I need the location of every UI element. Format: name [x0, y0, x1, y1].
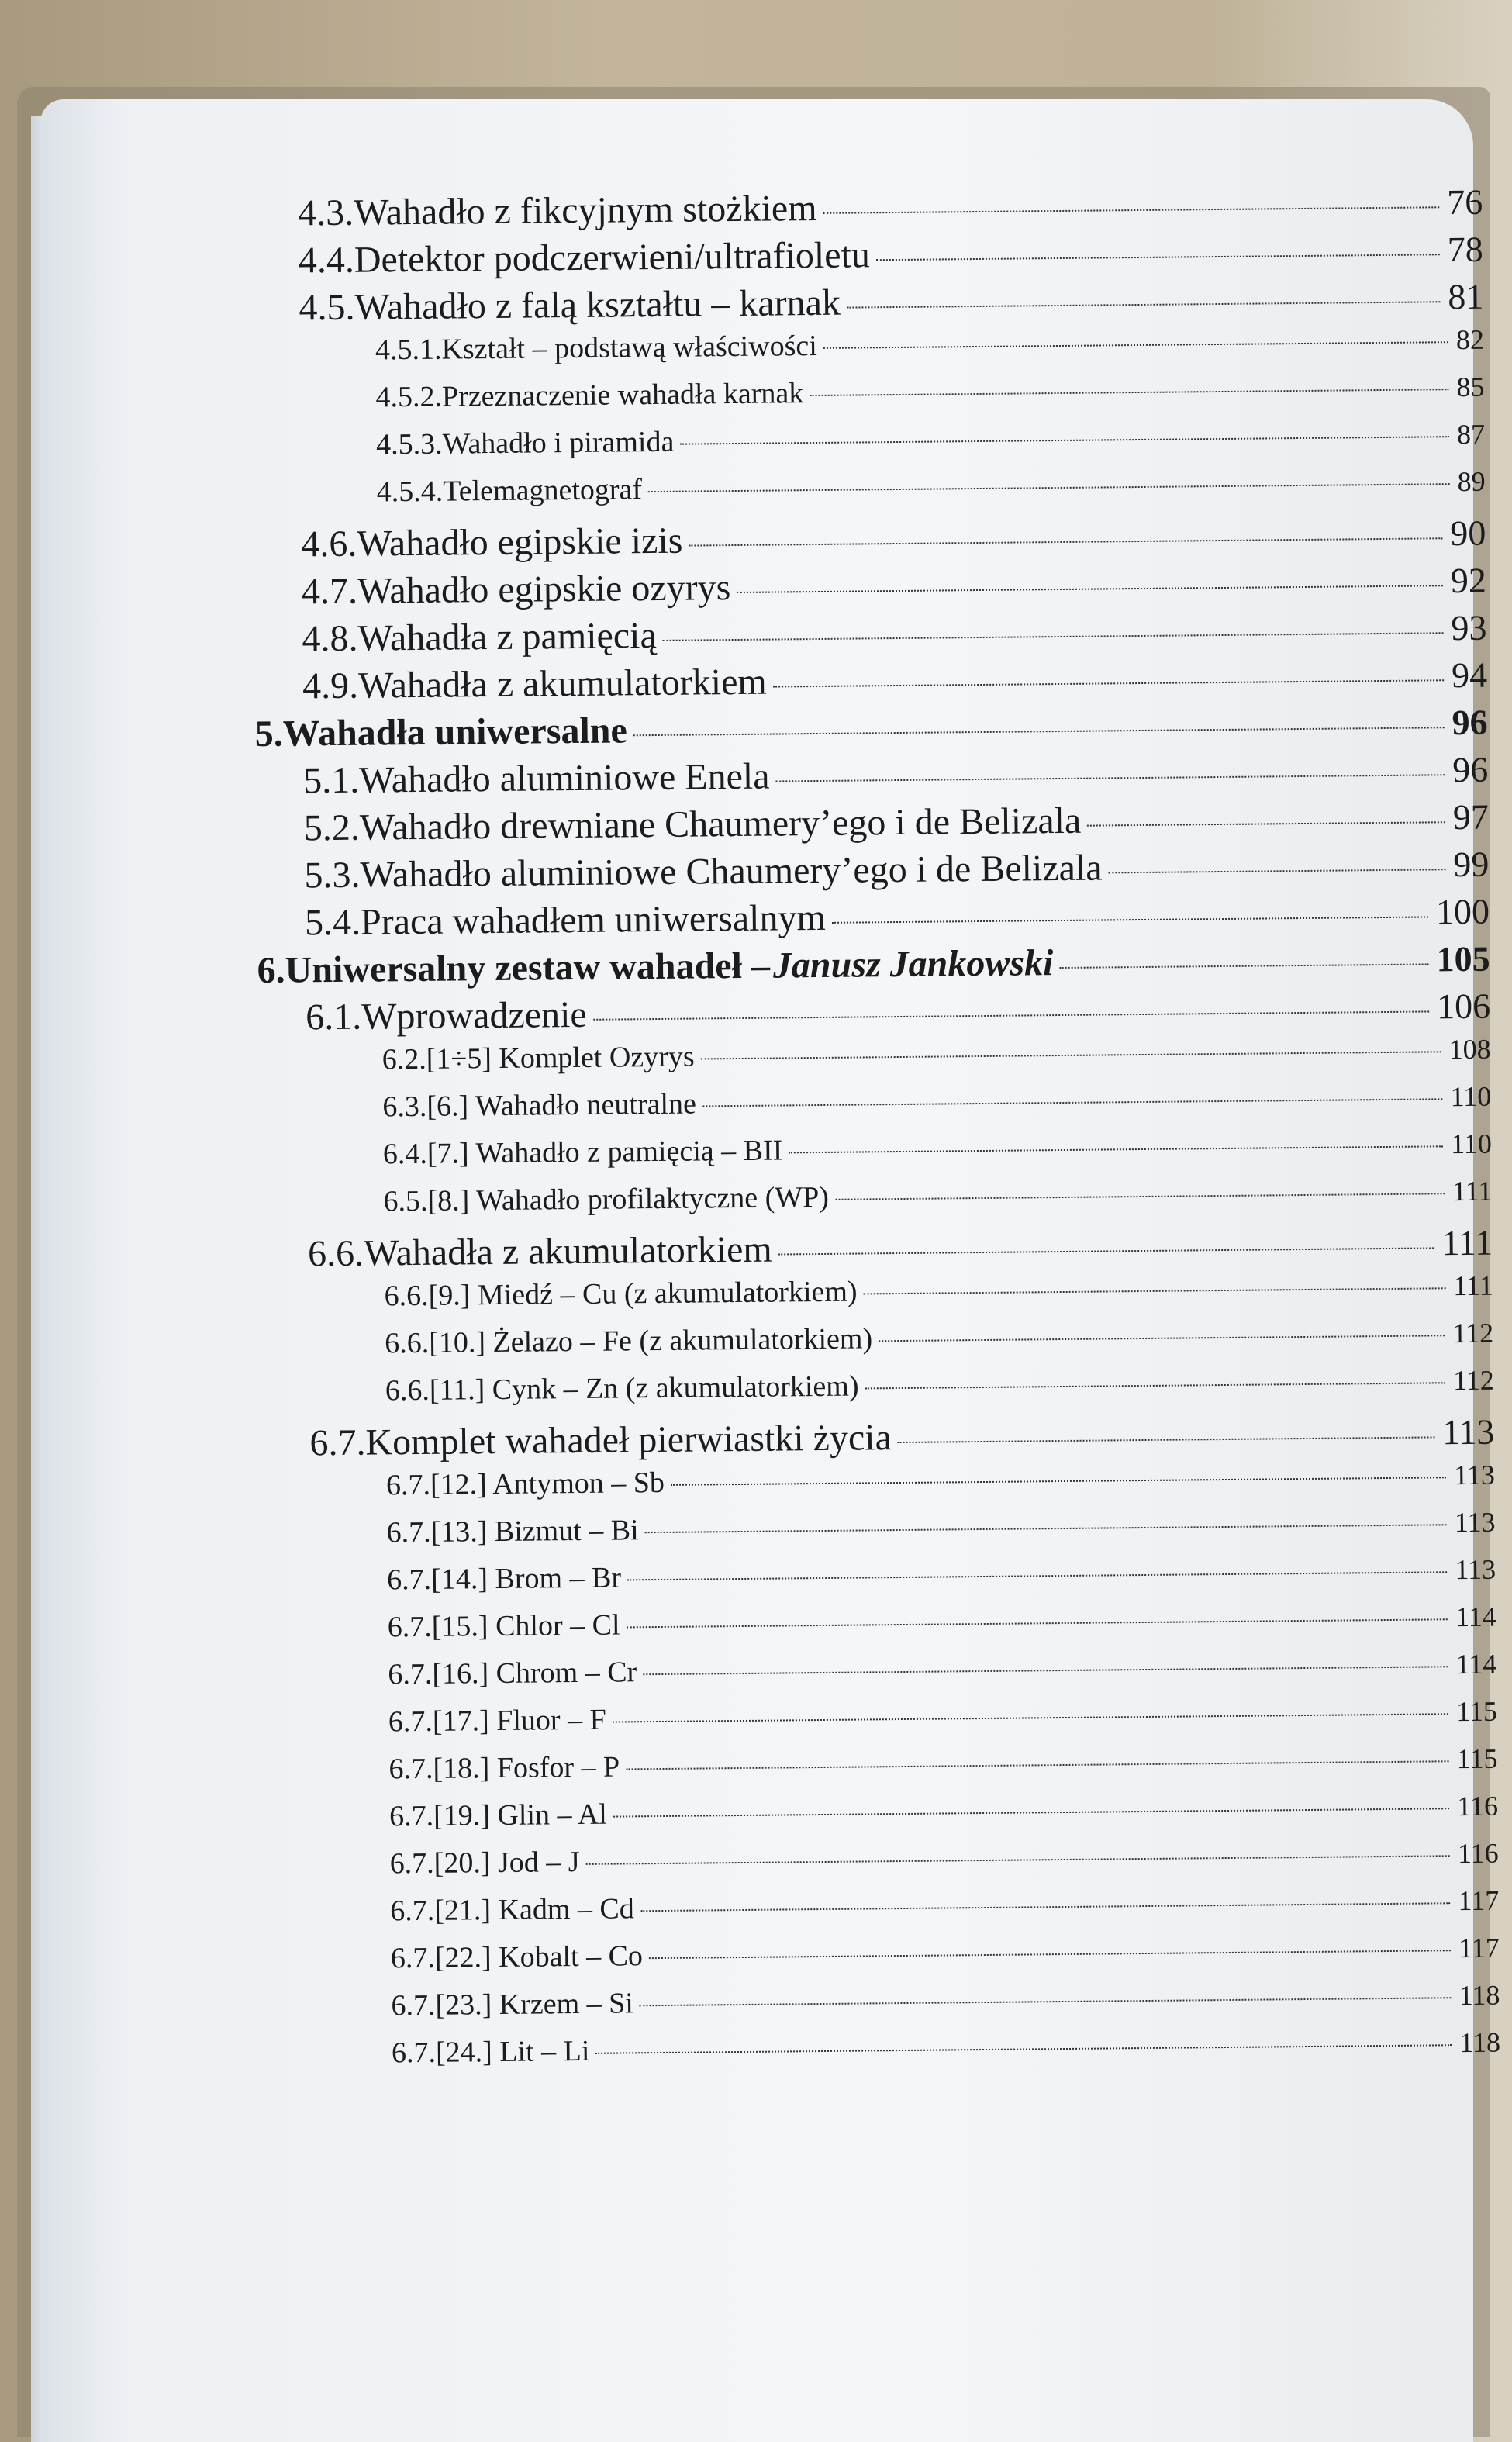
toc-entry-title: [21.] Kadm – Cd — [434, 1892, 635, 1927]
toc-entry-page-number: 116 — [1457, 1837, 1499, 1870]
toc-entry-page-number: 113 — [1454, 1506, 1496, 1539]
toc-dot-leader — [671, 1477, 1446, 1486]
toc-entry-title: Wahadło aluminiowe Chaumery’ego i de Belizala — [360, 847, 1103, 896]
toc-dot-leader — [640, 1902, 1451, 1912]
toc-entry-number: 4.5. — [299, 286, 355, 329]
toc-entry-page-number: 113 — [1454, 1459, 1496, 1491]
toc-dot-leader — [613, 1713, 1449, 1722]
toc-dot-leader — [649, 1950, 1451, 1959]
toc-dot-leader — [835, 1193, 1445, 1200]
toc-dot-leader — [773, 679, 1444, 687]
toc-entry-number: 4.7. — [301, 570, 358, 613]
toc-dot-leader — [663, 632, 1444, 641]
toc-entry-title: Kształt – podstawą właściwości — [441, 329, 818, 366]
toc-entry-page-number: 111 — [1453, 1269, 1493, 1302]
toc-dot-leader — [1087, 821, 1445, 826]
toc-entry-page-number: 90 — [1450, 513, 1486, 554]
toc-dot-leader — [613, 1808, 1450, 1817]
toc-dot-leader — [595, 2044, 1452, 2054]
toc-entry-page-number: 118 — [1458, 1979, 1500, 2012]
toc-entry-number: 5. — [254, 713, 283, 755]
toc-entry-title: [20.] Jod – J — [433, 1846, 580, 1880]
toc-entry-page-number: 108 — [1448, 1033, 1491, 1066]
toc-entry-number: 6. — [257, 949, 285, 991]
book-page — [40, 99, 1501, 2442]
toc-entry-title: [19.] Glin – Al — [433, 1798, 608, 1832]
toc-entry-number: 5.3. — [304, 854, 361, 896]
toc-entry-page-number: 94 — [1451, 655, 1488, 696]
toc-entry-number: 6.2. — [381, 1042, 426, 1076]
toc-entry-title: [1÷5] Komplet Ozyrys — [426, 1040, 695, 1076]
toc-entry-title: [15.] Chlor – Cl — [431, 1608, 620, 1643]
toc-entry-number: 4.5.1. — [375, 333, 442, 367]
toc-entry-title: [18.] Fosfor – P — [433, 1750, 620, 1785]
toc-dot-leader — [648, 483, 1450, 492]
toc-entry-title: [16.] Chrom – Cr — [432, 1656, 637, 1691]
toc-entry-title: [6.] Wahadło neutralne — [426, 1087, 697, 1123]
toc-entry-title: Wprowadzenie — [361, 993, 587, 1038]
toc-entry-number: 6.7. — [390, 1894, 435, 1928]
toc-entry-number: 6.7. — [388, 1705, 433, 1739]
toc-entry-number: 6.7. — [389, 1846, 434, 1881]
toc-entry-page-number: 78 — [1447, 229, 1484, 270]
toc-entry-page-number: 85 — [1456, 371, 1485, 403]
toc-dot-leader — [865, 1382, 1446, 1389]
toc-entry-number: 6.3. — [382, 1090, 427, 1124]
toc-entry-number: 6.6. — [385, 1326, 430, 1360]
toc-entry-number: 4.5.4. — [376, 475, 444, 509]
toc-dot-leader — [586, 1855, 1450, 1865]
table-of-contents — [250, 181, 1500, 2085]
toc-entry-page-number: 100 — [1435, 891, 1490, 932]
toc-entry-page-number: 118 — [1459, 2026, 1501, 2059]
toc-entry-title: [23.] Krzem – Si — [435, 1987, 634, 2022]
toc-entry-title: Wahadło aluminiowe Enela — [359, 755, 770, 801]
toc-entry-page-number: 97 — [1452, 796, 1490, 838]
toc-entry-number: 6.5. — [383, 1184, 428, 1218]
toc-entry-number: 6.6. — [385, 1373, 430, 1408]
toc-entry-title: Komplet wahadeł pierwiastki życia — [365, 1417, 892, 1463]
toc-entry-number: 4.9. — [302, 665, 359, 707]
toc-entry-page-number: 99 — [1453, 844, 1490, 885]
toc-entry-number: 6.7. — [388, 1657, 433, 1691]
toc-entry-title: Wahadła uniwersalne — [282, 710, 628, 755]
toc-entry-title: Praca wahadłem uniwersalnym — [360, 896, 827, 943]
toc-entry-number: 6.7. — [387, 1610, 432, 1644]
toc-entry-title: Przeznaczenie wahadła karnak — [441, 377, 804, 413]
toc-dot-leader — [633, 727, 1445, 736]
toc-entry-number: 4.3. — [298, 192, 354, 234]
toc-entry-title: [12.] Antymon – Sb — [430, 1466, 665, 1501]
toc-entry-title: [17.] Fluor – F — [432, 1703, 606, 1738]
toc-entry-page-number: 96 — [1452, 749, 1489, 790]
toc-dot-leader — [1059, 963, 1428, 969]
toc-dot-leader — [864, 1287, 1446, 1294]
toc-entry-title: Wahadła z pamięcią — [357, 614, 658, 659]
toc-entry-number: 4.8. — [302, 617, 358, 660]
toc-dot-leader — [701, 1051, 1441, 1059]
toc-entry-number: 6.7. — [386, 1515, 431, 1549]
toc-entry-number: 5.4. — [304, 901, 361, 944]
toc-entry-page-number: 114 — [1455, 1601, 1496, 1633]
toc-entry-page-number: 112 — [1452, 1317, 1494, 1349]
toc-dot-leader — [789, 1145, 1443, 1153]
toc-entry-page-number: 114 — [1455, 1648, 1497, 1680]
toc-entry-number: 6.7. — [391, 1988, 436, 2022]
toc-dot-leader — [879, 1335, 1445, 1342]
toc-entry-page-number: 81 — [1448, 276, 1484, 317]
toc-dot-leader — [680, 436, 1449, 445]
toc-entry-number: 4.5.3. — [375, 427, 443, 461]
toc-dot-leader — [1109, 869, 1446, 873]
toc-entry-title: Wahadło i piramida — [442, 425, 675, 461]
toc-dot-leader — [737, 585, 1443, 593]
toc-entry-page-number: 76 — [1446, 181, 1483, 223]
toc-entry-title: [22.] Kobalt – Co — [434, 1939, 644, 1974]
toc-entry-page-number: 115 — [1456, 1695, 1498, 1728]
toc-entry-title: [7.] Wahadło z pamięcią – BII — [426, 1134, 783, 1170]
toc-entry-title: [24.] Lit – Li — [435, 2034, 590, 2069]
toc-dot-leader — [823, 341, 1448, 349]
toc-entry-number: 6.7. — [386, 1563, 432, 1597]
toc-entry-number: 5.2. — [303, 807, 361, 849]
toc-entry-title: Telemagnetograf — [443, 473, 643, 508]
toc-entry-page-number: 82 — [1455, 323, 1485, 356]
toc-entry-page-number: 111 — [1441, 1222, 1493, 1263]
toc-dot-leader — [876, 254, 1440, 261]
toc-entry-page-number: 112 — [1452, 1364, 1494, 1397]
toc-entry-title: [10.] Żelazo – Fe (z akumulatorkiem) — [429, 1322, 873, 1359]
toc-entry-page-number: 113 — [1441, 1411, 1495, 1452]
toc-entry-title: [14.] Brom – Br — [430, 1561, 622, 1596]
toc-entry-number: 4.6. — [301, 523, 357, 565]
toc-entry-page-number: 116 — [1457, 1790, 1499, 1822]
toc-entry-page-number: 106 — [1436, 986, 1491, 1027]
toc-entry-page-number: 111 — [1452, 1175, 1493, 1207]
toc-entry-title: Wahadło drewniane Chaumery’ego i de Belizala — [359, 800, 1082, 848]
toc-entry-page-number: 96 — [1452, 702, 1488, 743]
toc-dot-leader — [626, 1760, 1449, 1770]
toc-entry-title: [13.] Bizmut – Bi — [430, 1514, 639, 1549]
toc-entry-page-number: 92 — [1450, 560, 1487, 601]
toc-entry-page-number: 87 — [1456, 418, 1486, 451]
toc-entry-number: 6.7. — [309, 1421, 366, 1464]
toc-entry-number: 6.7. — [388, 1752, 433, 1786]
toc-entry-number: 6.7. — [388, 1799, 434, 1833]
toc-entry-page-number: 117 — [1458, 1884, 1500, 1917]
toc-dot-leader — [778, 1247, 1434, 1255]
toc-entry-title: Uniwersalny zestaw wahadeł – — [285, 945, 771, 991]
toc-entry-title: Wahadło z fikcyjnym stożkiem — [354, 187, 817, 233]
toc-entry-title: Detektor podczerwieni/ultrafioletu — [354, 234, 871, 281]
toc-dot-leader — [898, 1436, 1434, 1443]
toc-entry-number: 6.7. — [391, 2036, 437, 2070]
toc-dot-leader — [689, 537, 1442, 546]
toc-entry-title: Wahadła z akumulatorkiem — [357, 661, 767, 706]
toc-entry-number: 6.7. — [390, 1941, 436, 1975]
toc-dot-leader — [627, 1618, 1448, 1628]
toc-entry-title: Wahadło z falą kształtu – karnak — [354, 282, 841, 328]
toc-entry-number: 4.5.2. — [375, 380, 443, 414]
toc-entry-title: Wahadło egipskie izis — [357, 520, 683, 565]
toc-dot-leader — [627, 1571, 1447, 1580]
toc-dot-leader — [810, 389, 1448, 396]
toc-entry-page-number: 89 — [1457, 465, 1486, 498]
toc-entry-number: 6.4. — [382, 1137, 428, 1171]
toc-dot-leader — [645, 1524, 1447, 1533]
toc-dot-leader — [832, 916, 1428, 923]
toc-entry-number: 6.7. — [385, 1468, 431, 1502]
toc-entry-title: Wahadła z akumulatorkiem — [363, 1228, 772, 1274]
toc-entry-number: 6.6. — [307, 1232, 364, 1275]
toc-dot-leader — [593, 1010, 1429, 1020]
toc-dot-leader — [702, 1098, 1443, 1107]
toc-entry-title: Wahadło egipskie ozyrys — [357, 567, 731, 612]
toc-entry-page-number: 110 — [1450, 1128, 1493, 1160]
toc-entry-page-number: 105 — [1436, 938, 1490, 979]
toc-entry-title: [11.] Cynk – Zn (z akumulatorkiem) — [429, 1370, 859, 1407]
toc-dot-leader — [776, 774, 1445, 782]
toc-entry-page-number: 115 — [1456, 1743, 1498, 1775]
toc-dot-leader — [823, 206, 1440, 214]
toc-entry-title: [9.] Miedź – Cu (z akumulatorkiem) — [428, 1275, 858, 1312]
toc-dot-leader — [640, 1997, 1452, 2006]
toc-dot-leader — [847, 301, 1440, 308]
toc-entry-page-number: 110 — [1450, 1080, 1492, 1113]
toc-entry-page-number: 113 — [1455, 1553, 1496, 1586]
toc-entry-number: 4.4. — [298, 239, 355, 282]
toc-entry-number: 6.1. — [305, 996, 362, 1038]
toc-entry-title: [8.] Wahadło profilaktyczne (WP) — [427, 1180, 830, 1218]
toc-entry-page-number: 117 — [1458, 1932, 1500, 1964]
toc-entry-page-number: 93 — [1451, 607, 1487, 648]
toc-entry-author: Janusz Jankowski — [772, 942, 1054, 986]
toc-entry-number: 5.1. — [303, 759, 360, 802]
toc-dot-leader — [643, 1666, 1448, 1675]
toc-entry-number: 6.6. — [384, 1279, 429, 1313]
